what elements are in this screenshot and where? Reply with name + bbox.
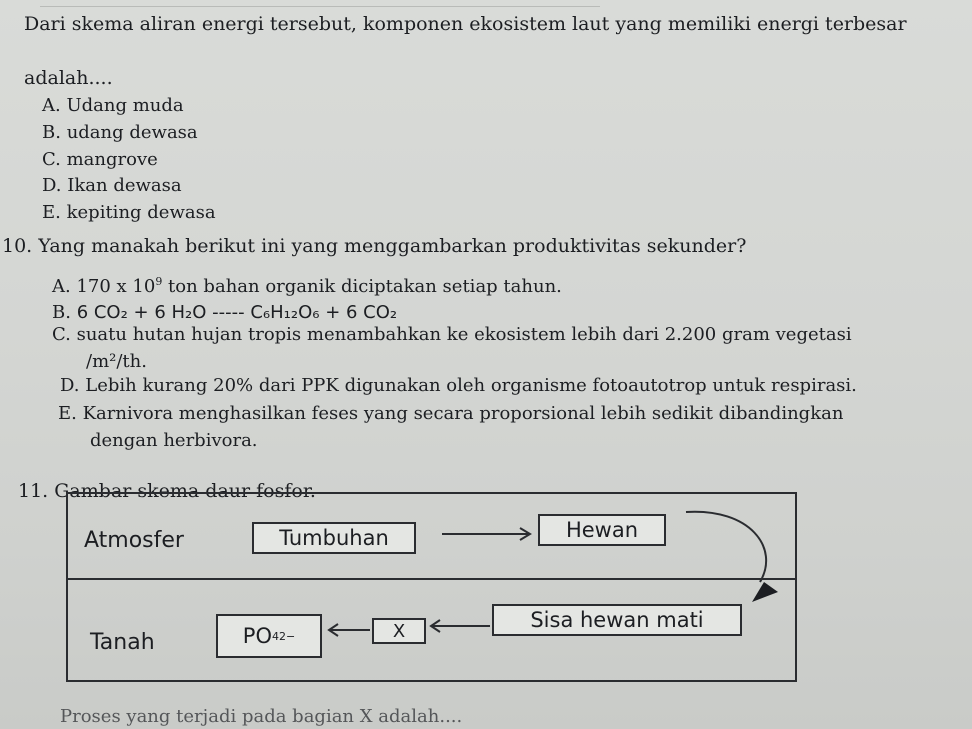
po4-box — [216, 614, 322, 658]
q10-option-d — [60, 375, 857, 396]
atmosfer-label: Atmosfer — [84, 528, 184, 553]
arrow-x-to-po4 — [326, 620, 372, 640]
q10-stem: 10. Yang manakah berikut ini yang menggambarkan produktivitas sekunder? — [2, 235, 747, 257]
q11-footer-text: Proses yang terjadi pada bagian X adalah.... — [60, 706, 463, 727]
option-text: kepiting dewasa — [66, 202, 216, 223]
tanah-label: Tanah — [90, 630, 155, 655]
po4-superscript: 2− — [278, 629, 296, 643]
option-letter: B. — [42, 122, 61, 143]
top-rule — [40, 6, 600, 7]
sisa-hewan-mati-box: Sisa hewan mati — [492, 604, 742, 636]
option-letter: A. — [42, 95, 61, 116]
q10-option-c-line2: /m²/th. — [86, 351, 147, 372]
q10-option-c — [52, 324, 852, 345]
q10-option-b — [52, 302, 397, 323]
option-letter: B. — [52, 302, 71, 323]
option-text-line1: Karnivora menghasilkan feses yang secara proporsional lebih sedikit dibandingkan — [82, 403, 844, 424]
q9-option-b — [42, 122, 198, 143]
option-text: Udang muda — [66, 95, 184, 116]
po4-base: PO — [242, 624, 272, 648]
q9-option-e — [42, 202, 216, 223]
x-box: X — [372, 618, 426, 644]
arrow-tumbuhan-to-hewan — [440, 524, 540, 544]
curved-arrow-hewan-to-sisa — [680, 498, 790, 620]
q9-option-a — [42, 95, 184, 116]
option-text-line1: suatu hutan hujan tropis menambahkan ke ekosistem lebih dari 2.200 gram vegetasi — [76, 324, 852, 345]
q9-option-d — [42, 175, 182, 196]
q9-option-c — [42, 149, 158, 170]
q9-stem-line1: Dari skema aliran energi tersebut, komponen ekosistem laut yang memiliki energi terbesar — [24, 13, 907, 35]
option-letter: D. — [60, 375, 80, 396]
option-text: Ikan dewasa — [67, 175, 182, 196]
exponent: 9 — [155, 275, 163, 288]
option-text-pre: 170 x 10 — [76, 276, 156, 297]
phosphorus-cycle-diagram — [66, 492, 797, 682]
q10-option-e — [58, 403, 843, 424]
q10-option-e-line2: dengan herbivora. — [90, 430, 258, 451]
option-letter: C. — [52, 324, 71, 345]
option-text: mangrove — [66, 149, 158, 170]
option-text: 6 CO₂ + 6 H₂O ----- C₆H₁₂O₆ + 6 CO₂ — [76, 302, 398, 323]
q9-stem-line2: adalah.... — [24, 67, 113, 89]
po4-subscript: 4 — [271, 629, 279, 643]
option-letter: D. — [42, 175, 62, 196]
option-text: Lebih kurang 20% dari PPK digunakan oleh organisme fotoautotrop untuk respirasi. — [85, 375, 857, 396]
q10-option-a — [52, 275, 562, 297]
tumbuhan-box: Tumbuhan — [252, 522, 416, 554]
arrow-sisa-to-x — [428, 616, 492, 636]
option-letter: A. — [52, 276, 71, 297]
option-letter: C. — [42, 149, 61, 170]
q11-stem: 11. Gambar skema daur fosfor. — [18, 480, 316, 502]
option-letter: E. — [42, 202, 61, 223]
option-text-post: ton bahan organik diciptakan setiap tahun. — [162, 276, 562, 297]
option-text: udang dewasa — [66, 122, 198, 143]
option-letter: E. — [58, 403, 77, 424]
hewan-box: Hewan — [538, 514, 666, 546]
